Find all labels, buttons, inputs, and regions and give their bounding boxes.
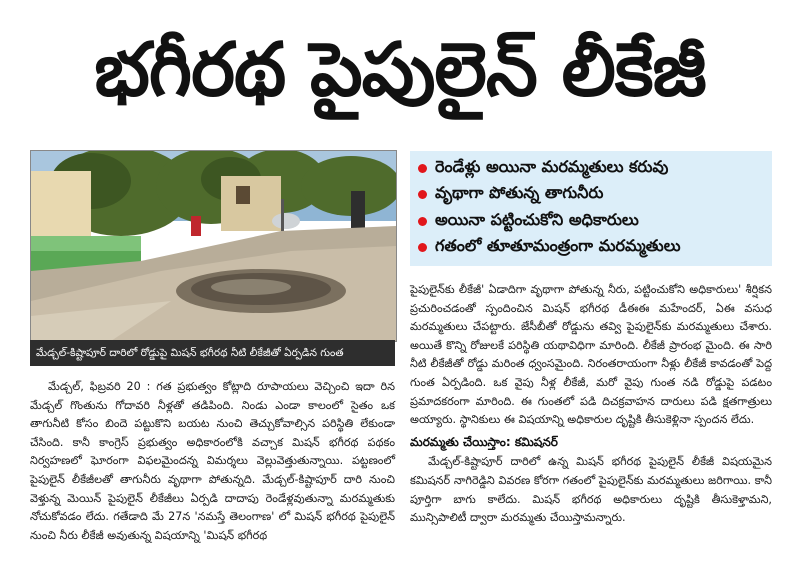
bullet-dot-icon: [418, 164, 427, 173]
article-paragraph: మేడ్చల్-కిష్టాపూర్ దారిలో ఉన్న మిషన్ భగీరథ పైపులైన్ లీకేజీ విషయమైన కమిషనర్ నాగిరెడ్డిని వివరణ కోరగా గతంలో పైపులైన్‌కు మరమ్మతులు జరిగాయి. కానీ పూర్తిగా బాగు కాలేదు. మిషన్ భగీరథ అధికారులు దృష్టికి తీసుకెళ్తామని, మున్సిపాలిటీ ద్వారా మరమ్మతు చేయిస్తామన్నారు.: [410, 455, 772, 525]
headline: భగీరథ పైపులైన్ లీకేజీ: [94, 27, 706, 113]
highlight-item: [418, 182, 764, 209]
highlight-text: అయినా పట్టించుకోని అధికారులు: [435, 209, 639, 229]
highlight-text: రెండేళ్లు అయినా మరమ్మతులు కరువు: [435, 156, 669, 176]
bullet-dot-icon: [418, 243, 427, 252]
highlights-box: [410, 151, 772, 266]
highlight-text: వృథాగా పోతున్న తాగునీరు: [435, 183, 604, 203]
article-paragraph: పైపులైన్‌కు లీకేజీ' ఏడాదిగా వృథాగా పోతున్న నీరు, పట్టించుకోని అధికారులు' శీర్షికన ప్రచురించడంతో స్పందించిన మిషన్ భగీరథ డీఈఈ మహేందర్, ఏఈ వసుధ మరమ్మతులు చేపట్టారు. జేసీబీతో రోడ్డును తవ్వి పైపులైన్‌కు మరమ్మతులు చేశారు. అయితే కొన్ని రోజులకే పరిస్థితి యథావిధిగా మారింది. లీకేజీ ప్రారంభ మైంది. ఈ సారి నీటి లీకేజీతో రోడ్డు మరింత ధ్వంసమైంది. నిరంతరాయంగా నీళ్లు లీకేజీ కావడంతో పెద్ద గుంత ఏర్పడింది. ఒక వైపు నీళ్ల లీకేజీ, మరో వైపు గుంత నడి రోడ్డుపై పడటం ప్రమాదకరంగా మారింది. ఈ గుంతలో పడి దిచక్రవాహన దారులు పడి క్షతగాత్రులు అయ్యారు. స్థానికులు ఈ విషయాన్ని అధికారుల దృష్టికి తీసుకెళ్లినా స్పందన లేదు.: [410, 283, 772, 427]
bullet-dot-icon: [418, 190, 427, 199]
article-paragraph: మేడ్చల్, ఫిబ్రవరి 20 : గత ప్రభుత్వం కోట్లాది రూపాయలు వెచ్చించి ఇదా రిన మేడ్చల్ గొంతును గోదావరి నీళ్లతో తడిపింది. నిండు ఎండా కాలంలో సైతం ఒక తాగునీటి కోసం బిందె పట్టుకొని బయట నుంచి తెచ్చుకోవాల్సిన పరిస్థితి లేకుండా చేసింది. కానీ కాంగ్రెస్ ప్రభుత్వం అధికారంలోకి వచ్చాక మిషన్ భగీరథ పథకం నిర్వహణలో ఘోరంగా విఫలమైందన్న విమర్శలు వెల్లువెత్తుతున్నాయి. పట్టణంలో పైపులైన్ లీకేజీలతో తాగునీరు వృథాగా పోతున్నది. మేడ్చల్-కిష్టాపూర్ దారి నుంచి వెళ్తున్న మెయిన్ పైపులైన్ లీకేజీలు ఏర్పడి దాదాపు రెండేళ్లవుతున్నా మరమ్మతుకు నోచుకోవడం లేదు. గతేడాది మే 27న 'నమస్తే తెలంగాణ' లో మిషన్ భగీరథ పైపులైన్ నుంచి నీరు లీకేజీ అవుతున్న విషయాన్ని 'మిషన్ భగీరథ: [30, 380, 395, 542]
highlight-item: [418, 155, 764, 182]
road-leak-photo: [31, 151, 396, 341]
article-subheading: మరమ్మతు చేయిస్తాం: కమిషనర్: [410, 434, 558, 449]
highlight-text: గతంలో తూతూమంత్రంగా మరమ్మతులు: [435, 236, 681, 256]
article-column-left: [30, 378, 395, 545]
article-column-right: [410, 281, 772, 528]
highlight-item: [418, 235, 764, 262]
highlight-item: [418, 208, 764, 235]
bullet-dot-icon: [418, 217, 427, 226]
news-photo: [30, 150, 397, 342]
photo-caption: మేడ్చల్-కిష్టాపూర్ దారిలో రోడ్డుపై మిషన్ భగీరథ నీటి లీకేజీతో ఏర్పడిన గుంత: [30, 340, 395, 366]
